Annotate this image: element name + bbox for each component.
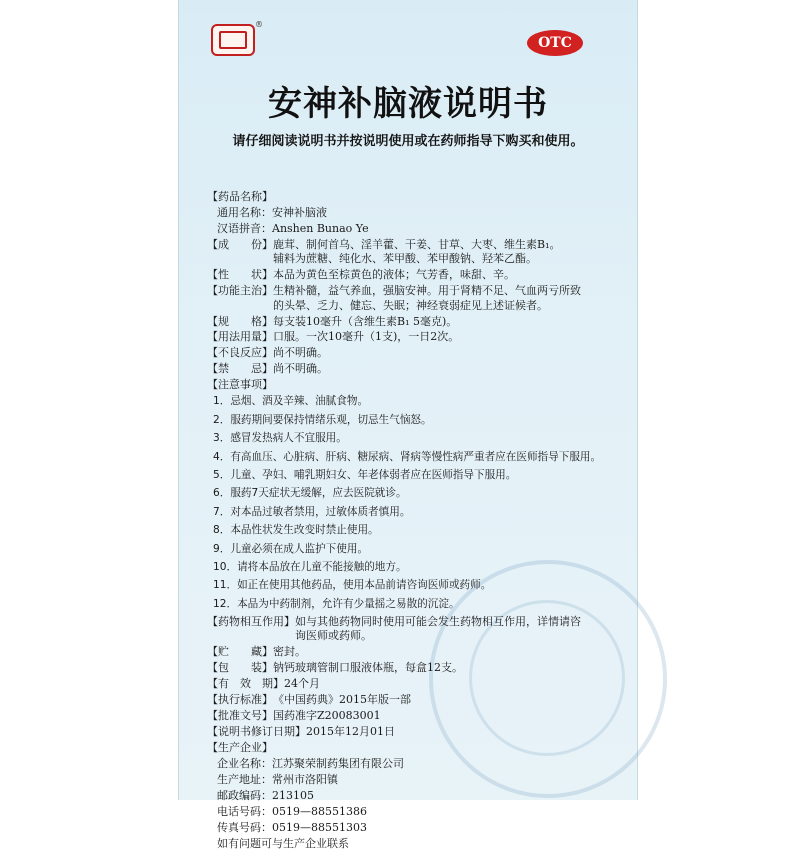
interactions-line2: 询医师或药师。 [295, 629, 372, 643]
precautions-header: 【注意事项】 [207, 378, 273, 392]
company-name-row [207, 757, 617, 771]
drug-name-header: 【药品名称】 [207, 190, 273, 203]
precaution-item: 9．儿童必须在成人监护下使用。 [213, 542, 369, 555]
registered-mark: ® [255, 20, 263, 29]
precaution-item: 10．请将本品放在儿童不能接触的地方。 [213, 560, 407, 573]
phone-row [207, 805, 617, 819]
pinyin-value: Anshen Bunao Ye [272, 221, 369, 235]
precautions-list [207, 394, 617, 611]
generic-name-label: 通用名称： [217, 205, 272, 219]
indications-label: 【功能主治】 [207, 284, 273, 298]
precaution-item: 5．儿童、孕妇、哺乳期妇女、年老体弱者应在医师指导下服用。 [213, 468, 517, 481]
generic-name-value: 安神补脑液 [272, 205, 327, 219]
fax-label: 传真号码： [217, 821, 272, 835]
package-value: 钠钙玻璃管制口服液体瓶，每盒12支。 [273, 661, 463, 675]
standard-label: 【执行标准】 [207, 693, 273, 707]
precaution-item: 4．有高血压、心脏病、肝病、糖尿病、肾病等慢性病严重者应在医师指导下服用。 [213, 450, 602, 463]
address-row [207, 773, 617, 787]
adverse-row [207, 346, 617, 360]
package-row [207, 661, 617, 675]
manufacturer-header: 【生产企业】 [207, 741, 273, 755]
ingredients-line2: 辅料为蔗糖、纯化水、苯甲酸、苯甲酸钠、羟苯乙酯。 [273, 252, 537, 266]
approval-row [207, 709, 617, 723]
page-title: 安神补脑液说明书 [268, 84, 548, 124]
zip-label: 邮政编码： [217, 789, 272, 803]
address-value: 常州市洛阳镇 [272, 773, 338, 787]
validity-value: 24个月 [284, 677, 320, 691]
precaution-item: 2．服药期间要保持情绪乐观，切忌生气恼怒。 [213, 413, 432, 426]
pinyin-row [207, 222, 617, 236]
revision-row [207, 725, 617, 739]
ingredients-row [207, 238, 617, 267]
phone-label: 电话号码： [217, 805, 272, 819]
precaution-item: 8．本品性状发生改变时禁止使用。 [213, 524, 379, 537]
package-label: 【包 装】 [207, 661, 273, 675]
company-name-label: 企业名称： [217, 757, 272, 771]
precaution-item: 7．对本品过敏者禁用，过敏体质者慎用。 [213, 505, 411, 518]
instruction-sheet [178, 0, 638, 851]
interactions-label: 【药物相互作用】 [207, 615, 295, 629]
precaution-item: 3．感冒发热病人不宜服用。 [213, 432, 347, 445]
dosage-row [207, 330, 617, 344]
pinyin-label: 汉语拼音： [217, 221, 272, 235]
generic-name-row [207, 206, 617, 220]
interactions-line1: 如与其他药物同时使用可能会发生药物相互作用，详情请咨 [295, 615, 581, 629]
otc-badge: OTC [527, 30, 583, 56]
description-row [207, 268, 617, 282]
contra-row [207, 362, 617, 376]
spec-row [207, 315, 617, 329]
spec-label: 【规 格】 [207, 314, 273, 328]
zip-value: 213105 [272, 789, 314, 803]
fax-value: 0519—88551303 [272, 821, 367, 835]
indications-line1: 生精补髓，益气养血，强脑安神。用于肾精不足、气血两亏所致 [273, 284, 581, 298]
approval-label: 【批准文号】 [207, 709, 273, 723]
precaution-item: 6．服药7天症状无缓解，应去医院就诊。 [213, 487, 407, 500]
company-name-value: 江苏聚荣制药集团有限公司 [272, 757, 404, 771]
spec-value: 每支装10毫升（含维生素B₁ 5毫克)。 [273, 314, 458, 328]
contact-note: 如有问题可与生产企业联系 [217, 837, 349, 851]
indications-row [207, 284, 617, 313]
precaution-item: 12．本品为中药制剂，允许有少量摇之易散的沉淀。 [213, 597, 460, 610]
page-subtitle: 请仔细阅读说明书并按说明使用或在药师指导下购买和使用。 [232, 134, 584, 149]
storage-value: 密封。 [273, 645, 306, 659]
indications-line2: 的头晕、乏力、健忘、失眠；神经衰弱症见上述证候者。 [273, 298, 548, 312]
contra-label: 【禁 忌】 [207, 362, 273, 376]
adverse-value: 尚不明确。 [273, 346, 328, 360]
revision-label: 【说明书修订日期】 [207, 725, 306, 739]
validity-label: 【有 效 期】 [207, 677, 284, 691]
precaution-item: 1．忌烟、酒及辛辣、油腻食物。 [213, 395, 369, 408]
approval-value: 国药准字Z20083001 [273, 709, 381, 723]
ingredients-line1: 鹿茸、制何首乌、淫羊藿、干姜、甘草、大枣、维生素B₁。 [273, 237, 561, 251]
fax-row [207, 821, 617, 835]
adverse-label: 【不良反应】 [207, 346, 273, 360]
standard-row [207, 693, 617, 707]
storage-label: 【贮 藏】 [207, 645, 273, 659]
standard-value: 《中国药典》2015年版一部 [273, 693, 411, 707]
interactions-row [207, 615, 617, 644]
precaution-item: 11．如正在使用其他药品，使用本品前请咨询医师或药师。 [213, 579, 492, 592]
storage-row [207, 645, 617, 659]
dosage-value: 口服。一次10毫升（1支)，一日2次。 [273, 330, 460, 344]
leaflet-body [207, 190, 617, 852]
description-value: 本品为黄色至棕黄色的液体；气芳香，味甜、辛。 [273, 268, 515, 282]
address-label: 生产地址： [217, 773, 272, 787]
dosage-label: 【用法用量】 [207, 330, 273, 344]
contra-value: 尚不明确。 [273, 362, 328, 376]
ingredients-label: 【成 份】 [207, 237, 273, 251]
revision-value: 2015年12月01日 [306, 725, 395, 739]
validity-row [207, 677, 617, 691]
description-label: 【性 状】 [207, 268, 273, 282]
zip-row [207, 789, 617, 803]
phone-value: 0519—88551386 [272, 805, 367, 819]
brand-logo [211, 24, 255, 56]
